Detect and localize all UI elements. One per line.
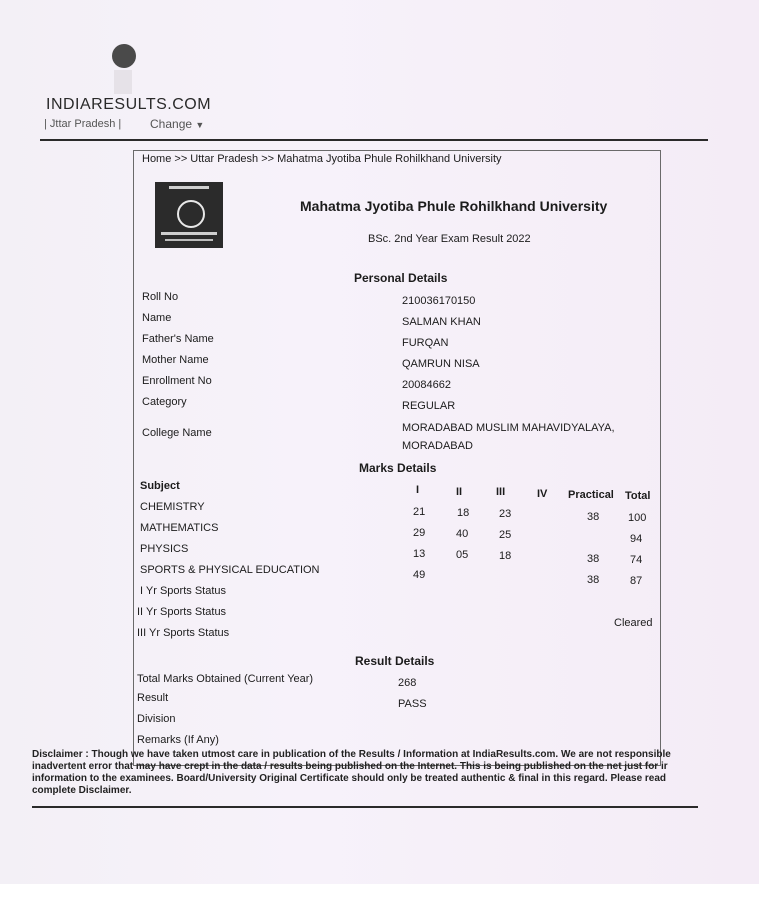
personal-details-heading: Personal Details [354, 271, 448, 285]
university-title: Mahatma Jyotiba Phule Rohilkhand University [300, 198, 608, 214]
sports-practical: 38 [587, 574, 600, 586]
physics-total: 74 [630, 554, 643, 566]
result-label: Result [137, 692, 169, 704]
chemistry-total: 100 [628, 512, 647, 524]
chemistry-p1: 21 [413, 506, 426, 518]
chemistry-name: CHEMISTRY [140, 501, 205, 513]
yr3-sports-label: III Yr Sports Status [137, 627, 230, 639]
change-label: Change [150, 117, 193, 131]
chemistry-p2: 18 [457, 507, 470, 519]
yr2-sports-label: II Yr Sports Status [137, 606, 227, 618]
chevron-down-icon: ▼ [195, 120, 205, 130]
physics-p2: 05 [456, 549, 469, 561]
sports-status-value: Cleared [614, 617, 653, 629]
mathematics-p3: 25 [499, 529, 512, 541]
mathematics-p1: 29 [413, 527, 426, 539]
college-value-line1: MORADABAD MUSLIM MAHAVIDYALAYA, [402, 422, 615, 434]
breadcrumb[interactable]: Home >> Uttar Pradesh >> Mahatma Jyotiba Phule Rohilkhand University [142, 153, 502, 165]
remarks-label: Remarks (If Any) [137, 734, 219, 746]
paper1-header: I [416, 484, 420, 496]
emblem-caption [161, 232, 217, 235]
father-value: FURQAN [402, 337, 449, 349]
site-logo-icon[interactable] [112, 44, 136, 68]
mathematics-total: 94 [630, 533, 643, 545]
physics-name: PHYSICS [140, 543, 189, 555]
chemistry-practical: 38 [587, 511, 600, 523]
physics-practical: 38 [587, 553, 600, 565]
change-state-link[interactable] [150, 117, 204, 131]
roll-label: Roll No [142, 291, 179, 303]
father-label: Father's Name [142, 333, 214, 345]
enrollment-label: Enrollment No [142, 375, 212, 387]
sports-p1: 49 [413, 569, 426, 581]
site-brand[interactable]: INDIARESULTS.COM [46, 96, 212, 113]
college-value-line2: MORADABAD [402, 440, 473, 452]
sports-total: 87 [630, 575, 643, 587]
total-header: Total [625, 490, 651, 502]
yr1-sports-label: I Yr Sports Status [140, 585, 227, 597]
paper2-header: II [456, 486, 463, 498]
chemistry-p3: 23 [499, 508, 512, 520]
emblem-caption-2 [165, 239, 213, 241]
header-divider [40, 139, 708, 141]
roll-value: 210036170150 [402, 295, 476, 307]
mathematics-name: MATHEMATICS [140, 522, 219, 534]
disclaimer-line2: inadvertent error that may have crept in the data / results being published on the Internet. This is being published on the net just for ir [32, 761, 668, 772]
division-label: Division [137, 713, 176, 725]
disclaimer-line1: Disclaimer : Though we have taken utmost care in publication of the Results / Information at IndiaResults.com. We are not responsible [32, 749, 671, 760]
enrollment-value: 20084662 [402, 379, 451, 391]
exam-title: BSc. 2nd Year Exam Result 2022 [368, 233, 531, 245]
practical-header: Practical [568, 489, 614, 501]
mother-value: QAMRUN NISA [402, 358, 480, 370]
sports-name: SPORTS & PHYSICAL EDUCATION [140, 564, 320, 576]
disclaimer-line3: information to the examinees. Board/University Original Certificate should only be treated authentic & final in this regard. Please read [32, 773, 667, 784]
name-label: Name [142, 312, 172, 324]
mother-label: Mother Name [142, 354, 209, 366]
state-label: | Jttar Pradesh | [44, 118, 122, 130]
result-value: PASS [398, 698, 427, 710]
paper3-header: III [496, 486, 506, 498]
disclaimer-link[interactable]: complete Disclaimer. [32, 785, 132, 796]
result-details-heading: Result Details [355, 654, 435, 668]
mathematics-p2: 40 [456, 528, 469, 540]
college-label: College Name [142, 427, 212, 439]
category-label: Category [142, 396, 187, 408]
emblem-top-text [169, 186, 209, 189]
disclaimer [32, 749, 700, 797]
total-marks-value: 268 [398, 677, 417, 689]
logo-shadow [114, 70, 132, 94]
emblem-wheel [177, 200, 205, 228]
name-value: SALMAN KHAN [402, 316, 481, 328]
physics-p1: 13 [413, 548, 426, 560]
category-value: REGULAR [402, 400, 456, 412]
page-edge [0, 884, 759, 900]
marks-details-heading: Marks Details [359, 461, 437, 475]
paper4-header: IV [537, 488, 548, 500]
footer-divider [32, 806, 698, 808]
physics-p3: 18 [499, 550, 512, 562]
total-marks-label: Total Marks Obtained (Current Year) [137, 673, 314, 685]
university-emblem-icon [155, 182, 223, 248]
subject-header: Subject [140, 480, 180, 492]
